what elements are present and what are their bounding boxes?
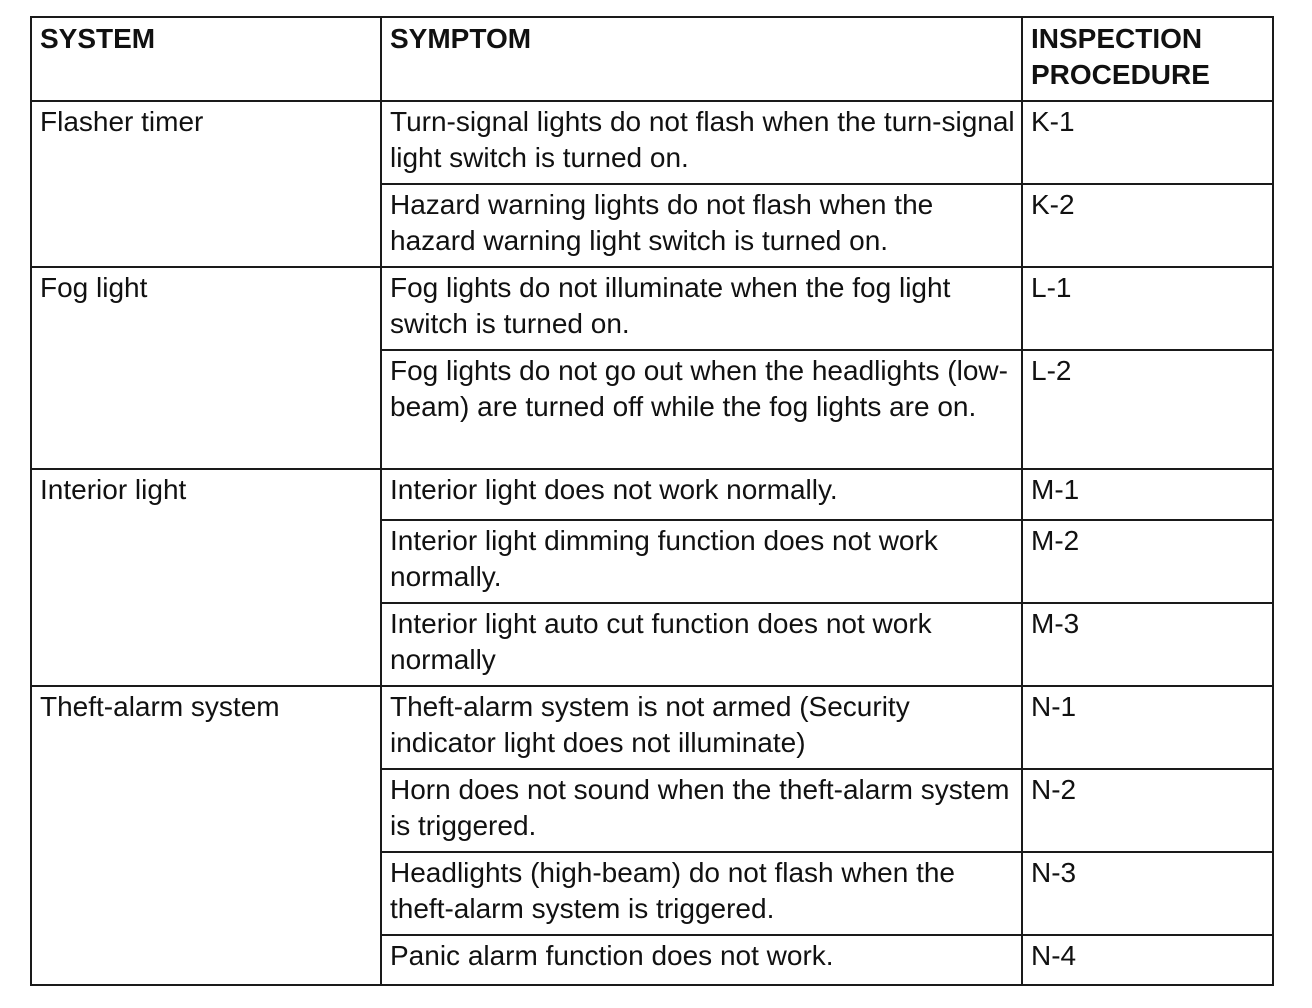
symptom-cell: Theft-alarm system is not armed (Security indicator light does not illuminate) bbox=[381, 686, 1022, 769]
header-row bbox=[31, 17, 1273, 101]
procedure-cell: N-1 bbox=[1022, 686, 1273, 769]
system-cell: Fog light bbox=[31, 267, 381, 469]
header-system: SYSTEM bbox=[31, 17, 381, 101]
procedure-cell: K-2 bbox=[1022, 184, 1273, 267]
symptom-cell: Fog lights do not go out when the headlights (low-beam) are turned off while the fog lights are on. bbox=[381, 350, 1022, 469]
system-cell: Flasher timer bbox=[31, 101, 381, 267]
procedure-cell: K-1 bbox=[1022, 101, 1273, 184]
symptom-cell: Hazard warning lights do not flash when the hazard warning light switch is turned on. bbox=[381, 184, 1022, 267]
procedure-cell: N-4 bbox=[1022, 935, 1273, 985]
procedure-cell: M-3 bbox=[1022, 603, 1273, 686]
procedure-cell: N-2 bbox=[1022, 769, 1273, 852]
system-cell: Theft-alarm system bbox=[31, 686, 381, 985]
symptom-cell: Interior light dimming function does not work normally. bbox=[381, 520, 1022, 603]
symptom-cell: Fog lights do not illuminate when the fog light switch is turned on. bbox=[381, 267, 1022, 350]
header-symptom: SYMPTOM bbox=[381, 17, 1022, 101]
symptom-cell: Panic alarm function does not work. bbox=[381, 935, 1022, 985]
table-row bbox=[31, 469, 1273, 520]
procedure-cell: L-1 bbox=[1022, 267, 1273, 350]
symptom-cell: Interior light auto cut function does not work normally bbox=[381, 603, 1022, 686]
header-procedure-line2: PROCEDURE bbox=[1031, 59, 1210, 90]
procedure-cell: M-2 bbox=[1022, 520, 1273, 603]
header-procedure-line1: INSPECTION bbox=[1031, 23, 1203, 54]
table-row bbox=[31, 101, 1273, 184]
inspection-table bbox=[30, 16, 1274, 986]
system-cell: Interior light bbox=[31, 469, 381, 686]
table-row bbox=[31, 267, 1273, 350]
procedure-cell: M-1 bbox=[1022, 469, 1273, 520]
table-row bbox=[31, 686, 1273, 769]
procedure-cell: N-3 bbox=[1022, 852, 1273, 935]
symptom-cell: Headlights (high-beam) do not flash when the theft-alarm system is triggered. bbox=[381, 852, 1022, 935]
symptom-cell: Horn does not sound when the theft-alarm system is triggered. bbox=[381, 769, 1022, 852]
procedure-cell: L-2 bbox=[1022, 350, 1273, 469]
symptom-cell: Turn-signal lights do not flash when the turn-signal light switch is turned on. bbox=[381, 101, 1022, 184]
header-procedure bbox=[1022, 17, 1273, 101]
symptom-cell: Interior light does not work normally. bbox=[381, 469, 1022, 520]
